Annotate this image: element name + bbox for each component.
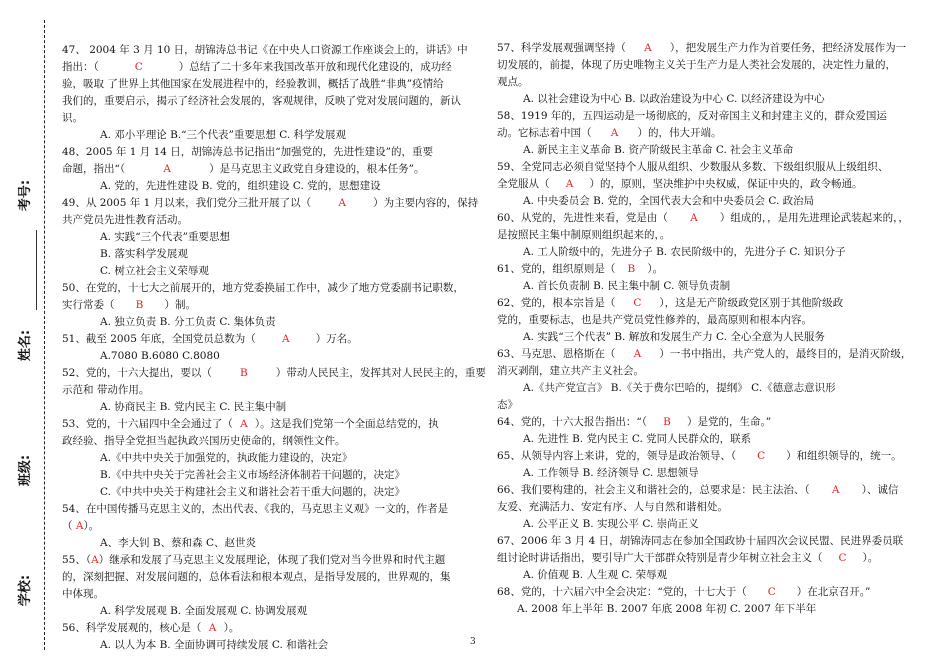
left-column (62, 42, 486, 654)
question-64: 64、党的，十六大报告指出：“（ B ）是党的，生命。” A. 先进性 B. 党内民主 C. 党同人民群众的，联系 (497, 414, 915, 448)
options-68: A. 2008 年上半年 B. 2007 年底 2008 年初 C. 2007 年下半年 (517, 603, 817, 615)
options-50: A. 独立负责 B. 分工负责 C. 集体负责 (100, 316, 276, 328)
class-label: 班级: (18, 454, 34, 486)
question-48: 48、2005 年 1 月 14 日，胡锦涛总书记指出“加强党的，先进性建设”的，重要 命题，指出“（ A ）是马克思主义政党自身建设的，根本任务”。 A. 党的，先进性建设 B. 党的，组织建设 C. 党的，思想建设 (62, 144, 470, 195)
options-55: A. 科学发展观 B. 全面发展观 C. 协调发展观 (100, 605, 308, 617)
answer-52: B (240, 367, 248, 379)
answer-59: A (565, 178, 574, 190)
question-58: 58、1919 年的，五四运动是一场彻底的，反对帝国主义和封建主义的，群众爱国运 动。它标志着中国（ A ）的，伟大开端。 A. 新民主主义革命 B. 资产阶级民主革命 C. 社会主义革命 (497, 108, 915, 159)
answer-66: A (831, 484, 840, 496)
options-61: A. 首长负责制 B. 民主集中制 C. 领导负责制 (523, 280, 731, 292)
name-label: 姓名: (18, 329, 34, 361)
question-62: 62、党的，根本宗旨是（ C ），这是无产阶级政党区别于其他阶级政 党的，重要标志，也是共产党员党性修养的，最高原则和根本内容。 A. 实践“三个代表” B. 解放和发展生产力 C. 全心全意为人民服务 (497, 295, 915, 346)
exam-number-label: 考号: (10, 150, 40, 240)
question-68: 68、党的，十六届六中全会决定：“党的，十七大于（ C ）在北京召开。” A. 2008 年上半年 B. 2007 年底 2008 年初 C. 2007 年下半年 (497, 584, 915, 618)
options-48: A. 党的，先进性建设 B. 党的，组织建设 C. 党的，思想建设 (100, 180, 381, 192)
question-51: 51、截至 2005 年底，全国党员总数为（ A ）万名。 A.7080 B.6080 C.8080 (62, 331, 470, 365)
question-53: 53、党的，十六届四中全会通过了（ A ）。这是我们党第一个全面总结党的，执 政经验、指导全党担当起执政兴国历史使命的，纲领性文件。 A.《中共中央关于加强党的，执政能力建设的，决定》 B.《中共中央关于完善社会主义市场经济体制若干问题的，决定》 C.《中共中央关于构建社会主义和谐社会若干重大问题的，决定》 (62, 418, 439, 498)
options-60: A. 工人阶级中的，先进分子 B. 农民阶级中的，先进分子 C. 知识分子 (523, 246, 846, 258)
options-52: A. 协商民主 B. 党内民主 C. 民主集中制 (100, 401, 287, 413)
options-63: A.《共产党宣言》 B.《关于费尔巴哈的，提纲》 C.《德意志意识形 (523, 382, 836, 394)
answer-62: C (633, 297, 642, 309)
options-64: A. 先进性 B. 党内民主 C. 党同人民群众的，联系 (523, 433, 752, 445)
question-60: 60、从党的，先进性来看，党是由（ A ）组成的，，是用先进理论武装起来的，， 是按照民主集中制原则组织起来的，。 A. 工人阶级中的，先进分子 B. 农民阶级中的，先进分子 C. 知识分子 (497, 210, 915, 261)
answer-53: A (240, 418, 248, 430)
question-61: 61、党的，组织原则是（ B ）。 A. 首长负责制 B. 民主集中制 C. 领导负责制 (497, 261, 915, 295)
options-51: A.7080 B.6080 C.8080 (100, 350, 220, 362)
answer-63: A (633, 348, 642, 360)
exam-number-line (36, 230, 37, 310)
answer-67: C (838, 552, 847, 564)
question-49: 49、从 2005 年 1 月以来，我们党分三批开展了以（ A ）为主要内容的，保持 共产党员先进性教育活动。 A. 实践“三个代表”重要思想 B. 落实科学发展观 C. 树立社会主义荣辱观 (62, 197, 479, 277)
options-58: A. 新民主主义革命 B. 资产阶级民主革命 C. 社会主义革命 (523, 144, 794, 156)
options-57: A. 以社会建设为中心 B. 以政治建设为中心 C. 以经济建设为中心 (523, 93, 825, 105)
answer-49: A (338, 197, 346, 209)
right-column (497, 40, 915, 618)
question-54: 54、在中国传播马克思主义的，杰出代表、《我的，马克思主义观》一文的，作者是 （ A）。 A、李大钊 B、蔡和森 C、赵世炎 (62, 501, 470, 552)
question-56: 56、科学发展观的，核心是（ A ）。 A. 以人为本 B. 全面协调可持续发展 C. 和谐社会 (62, 620, 470, 654)
binding-dashed-line (44, 20, 45, 650)
question-59: 59、全党同志必须自觉坚持个人服从组织、少数服从多数、下级组织服从上级组织、 全党服从（ A ）的，原则，坚决维护中央权威，保证中央的，政令畅通。 A. 中央委员会 B. 党的，全国代表大会和中央委员会 C. 政治局 (497, 159, 915, 210)
answer-64: B (663, 416, 671, 428)
answer-65: C (757, 450, 766, 462)
question-50: 50、在党的，十七大之前展开的，地方党委换届工作中，减少了地方党委副书记职数， 实行常委（ B ）制。 A. 独立负责 B. 分工负责 C. 集体负责 (62, 280, 470, 331)
question-65: 65、从领导内容上来讲，党的，领导是政治领导、（ C ）和组织领导的，统一。 A. 工作领导 B. 经济领导 C. 思想领导 (497, 448, 915, 482)
options-67: A. 价值观 B. 人生观 C. 荣辱观 (523, 569, 668, 581)
options-62: A. 实践“三个代表” B. 解放和发展生产力 C. 全心全意为人民服务 (523, 331, 825, 343)
options-47: A. 邓小平理论 B.“三个代表”重要思想 C. 科学发展观 (100, 129, 347, 141)
answer-60: A (690, 212, 698, 224)
answer-47: C (134, 61, 143, 73)
question-55: 55、（A）继承和发展了马克思主义发展理论，体现了我们党对当今世界和时代主题 的，深刻把握、对发展问题的，总体看法和根本观点，是指导发展的，世界观的，集 中体现。 A. 科学发展观 B. 全面发展观 C. 协调发展观 (62, 552, 470, 620)
question-66: 66、我们要构建的，社会主义和谐社会的，总要求是：民主法治、（ A ）、诚信 友爱、充满活力、安定有序、人与自然和谐相处。 A. 公平正义 B. 实现公平 C. 崇尚正义 (497, 482, 915, 533)
answer-56: A (208, 622, 217, 634)
page-number: 3 (470, 637, 476, 647)
question-52: 52、党的，十六大提出，要以（ B ）带动人民民主，发挥其对人民民主的，重要 示范和 带动作用。 A. 协商民主 B. 党内民主 C. 民主集中制 (62, 365, 470, 416)
answer-55: A (91, 554, 99, 566)
answer-61: B (627, 263, 636, 275)
answer-57: A (644, 42, 652, 54)
answer-48: A (163, 163, 171, 175)
answer-51: A (281, 333, 290, 345)
question-47: 47、 2004 年 3 月 10 日，胡锦涛总书记《在中央人口资源工作座谈会上的，讲话》中 指出：（ C ）总结了二十多年来我国改革开放和现代化建设的，成功经 验，吸取 了世界上其他国家在发展进程中的，经验教训，概括了战胜“非典”疫情给 我们的，重要启示，揭示了经济社会发展的，客观规律，反映了党对发展问题的，新认 识。 A. 邓小平理论 B.“三个代表”重要思想 C. 科学发展观 (62, 42, 470, 144)
question-67: 67、2006 年 3 月 4 日，胡锦涛同志在参加全国政协十届四次会议民盟、民进界委员联 组讨论时讲话指出，要引导广大干部群众特别是青少年树立社会主义（ C ）。 A. 价值观 B. 人生观 C. 荣辱观 (497, 533, 915, 584)
school-label: 学校: (18, 574, 34, 606)
options-66: A. 公平正义 B. 实现公平 C. 崇尚正义 (523, 518, 699, 530)
options-59: A. 中央委员会 B. 党的，全国代表大会和中央委员会 C. 政治局 (523, 195, 815, 207)
answer-54: A (75, 520, 84, 532)
answer-68: C (767, 586, 776, 598)
answer-58: A (610, 127, 619, 139)
question-57: 57、科学发展观强调坚持（ A ），把发展生产力作为首要任务，把经济发展作为一 切发展的，前提，体现了历史唯物主义关于生产力是人类社会发展的，决定性力量的， 观点。 A. 以社会建设为中心 B. 以政治建设为中心 C. 以经济建设为中心 (497, 40, 915, 108)
question-63: 63、马克思、恩格斯在（ A ）一书中指出，共产党人的，最终目的，是消灭阶级， 消灭剥削，建立共产主义社会。 A.《共产党宣言》 B.《关于费尔巴哈的，提纲》 C.《德意志意识形 态》 (497, 346, 915, 414)
options-56: A. 以人为本 B. 全面协调可持续发展 C. 和谐社会 (100, 639, 329, 651)
options-54: A、李大钊 B、蔡和森 C、赵世炎 (100, 537, 257, 549)
answer-50: B (135, 299, 144, 311)
options-65: A. 工作领导 B. 经济领导 C. 思想领导 (523, 467, 699, 479)
